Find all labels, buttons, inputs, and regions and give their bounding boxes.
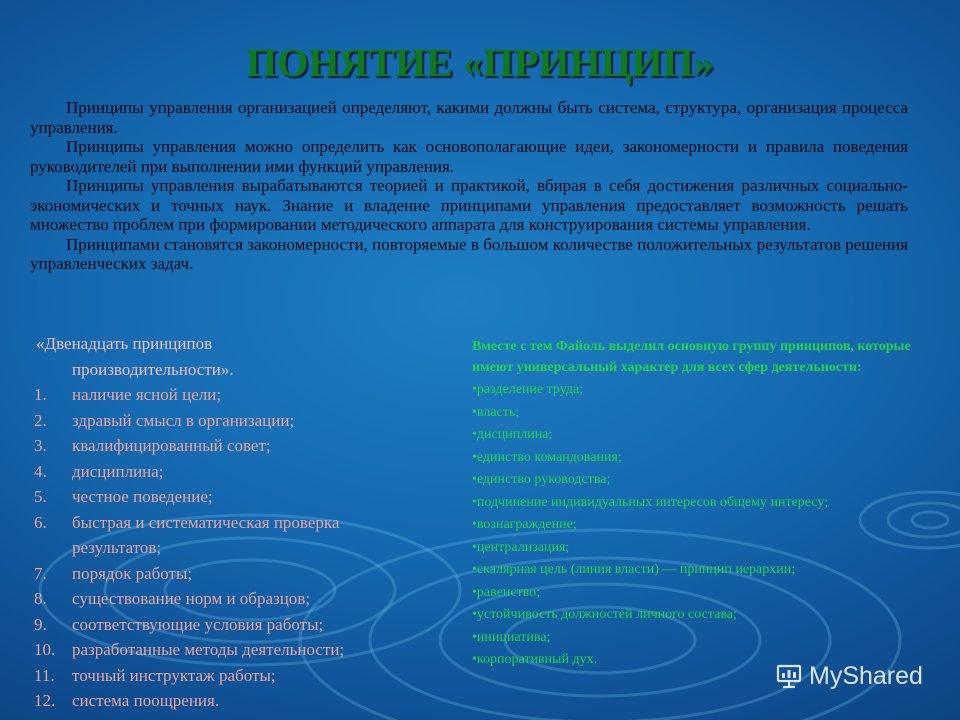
intro-paragraph: Принципы управления организацией определяют, какими должны быть система, структура, организация процесса управления.: [30, 98, 908, 137]
item-text: точный инструктаж работы;: [72, 665, 276, 685]
intro-text: [30, 98, 908, 274]
item-number: 4.: [34, 461, 47, 481]
list-item: • централизация;: [472, 537, 922, 560]
item-number: 8.: [34, 589, 47, 608]
item-number: 9.: [34, 614, 47, 634]
item-text: квалифицированный совет;: [72, 436, 271, 455]
item-text: наличие ясной цели;: [72, 385, 222, 404]
item-number: 7.: [34, 563, 47, 583]
list-item: [34, 433, 424, 459]
item-number: 2.: [34, 410, 47, 430]
list-item: [34, 586, 424, 612]
item-number: 12.: [34, 691, 56, 710]
list-item: [34, 561, 424, 587]
intro-paragraph: Принципами становятся закономерности, повторяемые в большом количестве положительных результатов решения управленческих задач.: [30, 234, 908, 273]
item-number: 10.: [34, 640, 56, 659]
item-number: 6.: [34, 512, 47, 532]
item-number: 11.: [34, 665, 55, 685]
item-text: здравый смысл в организации;: [72, 410, 295, 430]
list-item: [34, 459, 424, 485]
list-item: • вознаграждение;: [472, 514, 922, 537]
item-text: разработанные методы деятельности;: [72, 640, 345, 659]
list-item: • инициатива;: [472, 627, 922, 650]
list-item: • единство руководства;: [472, 469, 922, 492]
list-item: • устойчивость должностей личного состава;: [472, 604, 922, 627]
item-text: порядок работы;: [72, 563, 193, 583]
list-item: • подчинение индивидуальных интересов общему интересу;: [472, 492, 922, 515]
item-text: быстрая и систематическая проверка результатов;: [72, 512, 340, 557]
item-text: дисциплина;: [72, 461, 164, 481]
presentation-icon: [775, 662, 803, 690]
heading-line: «Двенадцать принципов: [36, 334, 213, 353]
list-item: [34, 688, 424, 714]
fayol-principles-list: [472, 336, 922, 672]
heading-line: производительности».: [72, 359, 234, 379]
item-text: существование норм и образцов;: [72, 589, 311, 608]
list-item: [34, 637, 424, 663]
item-number: 1.: [34, 385, 47, 404]
twelve-principles-list: [34, 331, 424, 714]
item-text: соответствующие условия работы;: [72, 614, 324, 634]
list-item: [34, 663, 424, 689]
intro-paragraph: Принципы управления вырабатываются теорией и практикой, вбирая в себя достижения различных социально-экономических и точных наук. Знание и владение принципами управления предоставляет возможность решать множество проблем при формировании методического аппарата для конструирования системы управления.: [30, 176, 908, 234]
item-number: 3.: [34, 436, 47, 455]
twelve-principles-heading: [34, 331, 424, 382]
item-number: 5.: [34, 487, 47, 506]
list-item: [34, 408, 424, 434]
list-item: • дисциплина;: [472, 424, 922, 447]
list-item: • скалярная цель (линия власти) — принцип иерархии;: [472, 559, 922, 582]
list-item: [34, 484, 424, 510]
list-item: • власть;: [472, 402, 922, 425]
list-item: [34, 382, 424, 408]
item-text: система поощрения.: [72, 691, 220, 710]
page-title: ПОНЯТИЕ «ПРИНЦИП»: [246, 40, 714, 85]
list-item: [34, 612, 424, 638]
item-text: честное поведение;: [72, 487, 213, 506]
list-item: • единство командования;: [472, 447, 922, 470]
myshared-watermark: [775, 658, 923, 694]
list-item: • равенство;: [472, 582, 922, 605]
logo-text: MyShared: [809, 661, 923, 690]
list-item: [34, 510, 424, 561]
list-item: • корпоративный дух.: [472, 649, 922, 672]
intro-paragraph: Принципы управления можно определить как основополагающие идеи, закономерности и правила поведения руководителей при выполнении ими функций управления.: [30, 137, 908, 176]
fayol-heading: Вместе с тем Файоль выделил основную группу принципов, которые имеют универсальный характер для всех сфер деятельности:: [472, 339, 911, 375]
list-item: • разделение труда;: [472, 379, 922, 402]
